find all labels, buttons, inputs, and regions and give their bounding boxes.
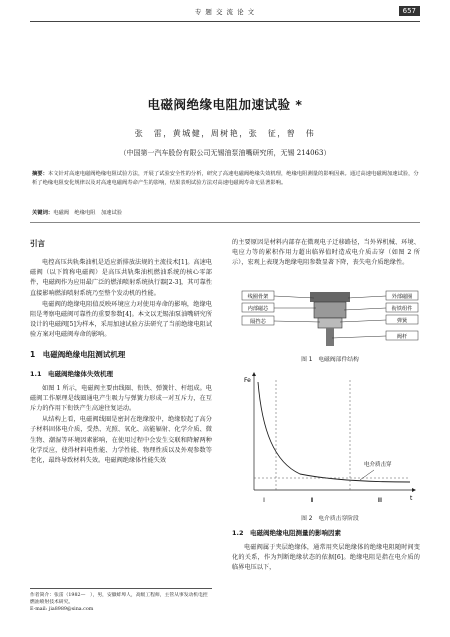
author-email: E-mail: jia8989@sina.com	[30, 607, 94, 612]
solenoid-rod-part	[326, 328, 334, 346]
stage-label-3: Ⅲ	[377, 497, 383, 504]
section-1-2-paragraph-1: 电磁阀属于夹层绝缘体，通常用夹层绝缘体的绝缘电阻随时间变化的关系，作为判断绝缘状态的依据[6]。绝缘电阻是指在电介质的临界电压以下，	[232, 544, 420, 572]
figure-1-solenoid-diagram	[240, 288, 420, 348]
paper-title: 电磁阀绝缘电阻加速试验 *	[147, 97, 303, 112]
label-armature: 衔铁组件	[391, 306, 413, 312]
right-column-bottom	[232, 528, 420, 575]
section-1-heading: 1 电磁阀绝缘电阻测试机理	[30, 349, 126, 359]
intro-paragraph-2: 电磁阀的绝缘电阻值反映环境应力对使用寿命的影响，绝缘电阻是考察电磁阀可靠性的重要参数[4]。本文以无锡油泵油嘴研究所设计的电磁阀[5]为样本，采用加速试验方法研究了当前绝缘电阻试验方案对电磁阀寿命的影响。	[30, 300, 213, 339]
label-inner-pole: 内部磁芯	[247, 306, 269, 312]
intro-paragraph-1: 电控高压共轨柴油机是适应新排放法规的主流技术[1]。高速电磁阀（以下简称电磁阀）是高压共轨柴油机燃油系统的核心零部件，电磁阀作为应用最广泛的燃油喷射系统执行器[2-3]，其可靠性直接影响燃油喷射系统乃至整个发动机的性能。	[30, 259, 212, 297]
keywords-label: 关键词：	[32, 210, 54, 216]
x-axis-label: t	[410, 495, 413, 502]
solenoid-armature-part	[318, 318, 342, 328]
author-bio: 作者简介：张雷（1982— ），男，安徽蚌埠人，高级工程师，主管从事发动机电控燃油喷射技术研究。	[30, 593, 208, 605]
breakdown-annotation: 电介质击穿	[364, 462, 392, 468]
journal-section-title: 专 题 交 流 论 文	[194, 8, 256, 16]
stage-label-2: Ⅱ	[310, 497, 314, 504]
page-number: 657	[399, 6, 420, 16]
label-spring: 弹簧	[396, 318, 408, 324]
authors: 张 雷，黄城健，周树艳，张 征，曾 伟	[134, 129, 316, 138]
page-header	[30, 6, 420, 22]
figure-2-caption: 图 2 电介质击穿阶段	[301, 516, 359, 522]
abstract-label: 摘要：	[32, 171, 48, 177]
right-top-paragraph: 的主要原因是材料内部存在微观电子迁移路径，当外界机械、环境、电应力等的累积作用力超出临界值时造成电介质击穿（如图 2 所示），宏观上表现为绝缘电阻参数显著下降，丧失电介质绝缘性。	[232, 239, 420, 267]
affiliation: （中国第一汽车股份有限公司无锡油泵油嘴研究所，无锡 214063）	[119, 149, 331, 157]
abstract-text: 本文针对高速电磁阀绝缘电阻试验方法，开展了试验安全性的分析，研究了高速电磁阀绝缘失效机理，绝缘电阻测量的影响因素。通过高速电磁阀加速试验，分析了绝缘电阻变化规律以及对高速电磁阀寿命产生的影响，结果表明试验方法对高速电磁阀寿命无显著影响。	[32, 171, 419, 186]
y-axis-label: Fe	[244, 377, 251, 384]
footnote	[30, 588, 212, 613]
label-coil: 线圈骨架	[247, 294, 269, 300]
figure-2-breakdown-curve	[240, 370, 420, 510]
figure-1-caption: 图 1 电磁阀部件结构	[301, 357, 359, 363]
abstract	[32, 170, 420, 188]
keywords	[32, 208, 420, 216]
solenoid-coil-part	[314, 302, 346, 318]
label-outer-ring: 外部磁圈	[391, 294, 413, 300]
abstract-divider	[30, 222, 420, 223]
right-column-top	[232, 238, 420, 270]
label-spacer: 隔挡芯	[250, 319, 266, 325]
label-valve-rod: 阀杆	[396, 334, 408, 340]
intro-heading: 引言	[30, 239, 45, 248]
section-1-2-heading: 1.2 电磁阀绝缘电阻测量的影响因素	[232, 529, 342, 537]
section-1-1-heading: 1.1 电磁阀绝缘体失效机理	[30, 369, 114, 378]
solenoid-top-part	[310, 292, 350, 302]
stage-label-1: Ⅰ	[263, 497, 265, 504]
section-1-1-paragraph-1: 如图 1 所示，电磁阀主要由线圈、衔铁、弹簧针、杆组成。电磁阀工作原理是线圈通电产生吸力与弹簧力形成一对互斥力，在互斥力的作用下衔铁产生高速往复运动。	[30, 384, 212, 413]
section-1-1-paragraph-2: 从结构上看，电磁阀线圈是密封在绝缘胶中，绝缘胶起了高分子材料固体电介质，受热、光照、氧化、高能辐射、化学介质、微生物、潮湿等环境因素影响，在使用过程中会发生交联和降解两种化学反应，使得材料电性能、力学性能、物理性质以及外观参数等老化，最终导致材料失效。电磁阀绝缘体性能失效	[30, 416, 212, 465]
keywords-text: 电磁阀 绝缘电阻 加速试验	[53, 210, 123, 216]
left-column	[30, 238, 212, 467]
